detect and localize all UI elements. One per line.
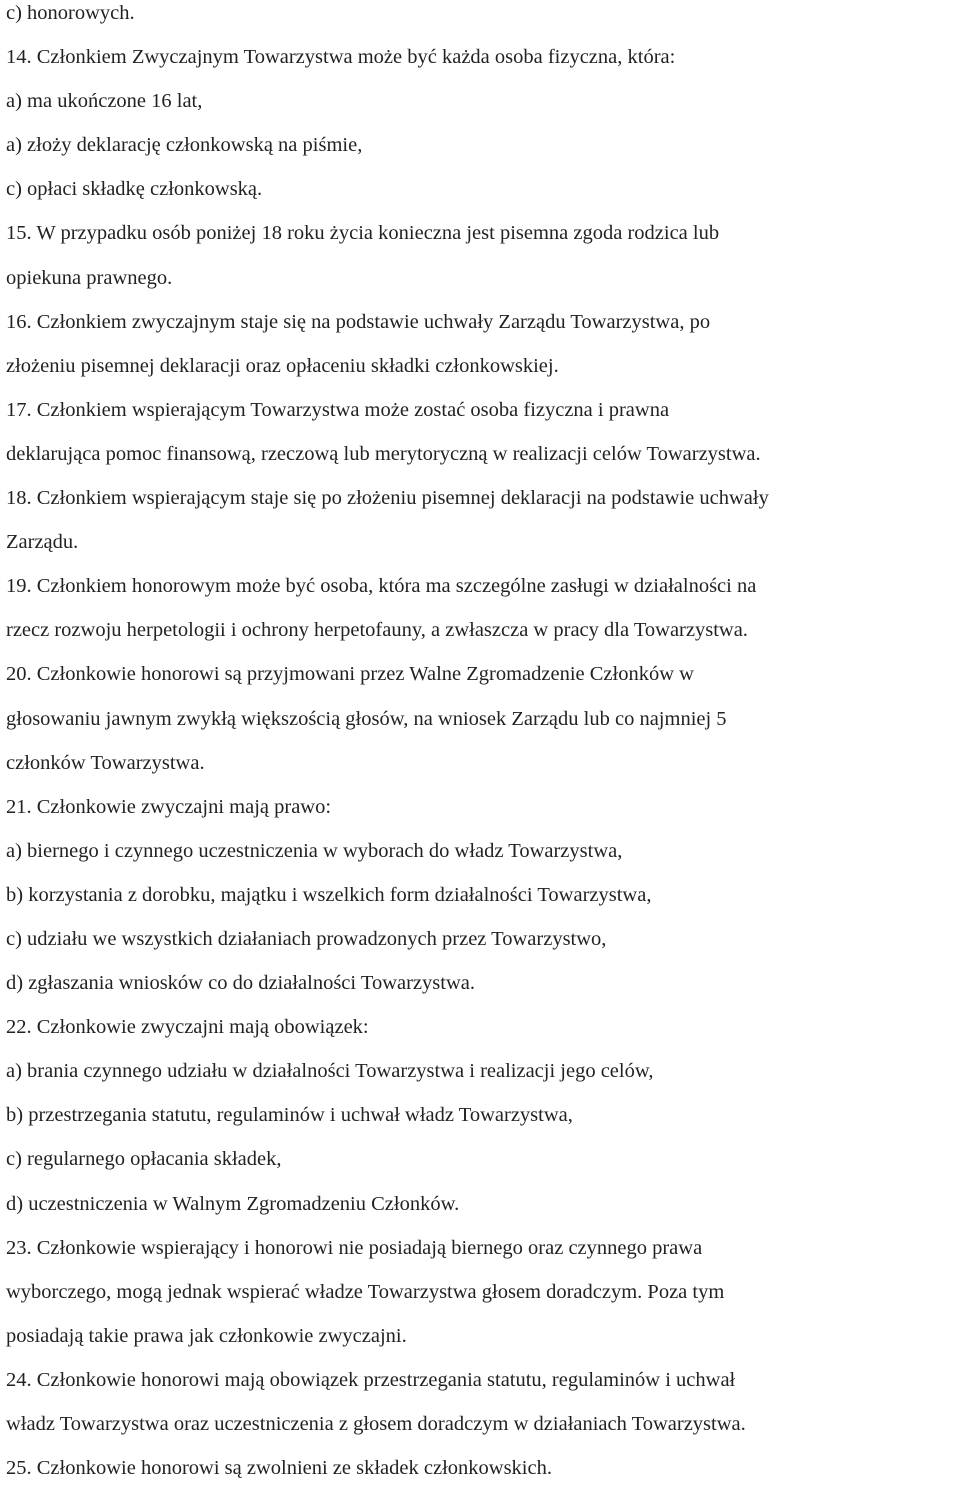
text-line: c) opłaci składkę członkowską.: [6, 178, 263, 201]
text-line: Zarządu.: [6, 531, 79, 554]
text-line: 23. Członkowie wspierający i honorowi nie posiadają biernego oraz czynnego prawa: [6, 1236, 703, 1259]
text-line: rzecz rozwoju herpetologii i ochrony herpetofauny, a zwłaszcza w pracy dla Towarzystwa.: [6, 619, 748, 642]
text-line: b) przestrzegania statutu, regulaminów i uchwał władz Towarzystwa,: [6, 1104, 573, 1127]
text-line: 19. Członkiem honorowym może być osoba, która ma szczególne zasługi w działalności na: [6, 575, 757, 598]
text-line: 18. Członkiem wspierającym staje się po złożeniu pisemnej deklaracji na podstawie uchwały: [6, 487, 769, 510]
text-line: d) zgłaszania wniosków co do działalności Towarzystwa.: [6, 972, 475, 995]
text-line: a) biernego i czynnego uczestniczenia w wyborach do władz Towarzystwa,: [6, 839, 623, 862]
text-line: opiekuna prawnego.: [6, 266, 173, 289]
text-line: członków Towarzystwa.: [6, 751, 205, 774]
document-page: [6, 0, 956, 1490]
text-line: 24. Członkowie honorowi mają obowiązek przestrzegania statutu, regulaminów i uchwał: [6, 1368, 736, 1391]
text-line: 22. Członkowie zwyczajni mają obowiązek:: [6, 1016, 369, 1039]
text-line: złożeniu pisemnej deklaracji oraz opłaceniu składki członkowskiej.: [6, 354, 559, 377]
text-line: a) złoży deklarację członkowską na piśmie,: [6, 134, 363, 157]
text-line: c) honorowych.: [6, 2, 135, 24]
text-line: 14. Członkiem Zwyczajnym Towarzystwa może być każda osoba fizyczna, która:: [6, 46, 676, 69]
text-line: deklarująca pomoc finansową, rzeczową lub merytoryczną w realizacji celów Towarzystwa.: [6, 442, 761, 465]
text-line: b) korzystania z dorobku, majątku i wszelkich form działalności Towarzystwa,: [6, 883, 652, 906]
text-line: a) brania czynnego udziału w działalności Towarzystwa i realizacji jego celów,: [6, 1060, 654, 1083]
text-line: d) uczestniczenia w Walnym Zgromadzeniu Członków.: [6, 1192, 460, 1215]
text-line: c) regularnego opłacania składek,: [6, 1148, 282, 1171]
text-line: 16. Członkiem zwyczajnym staje się na podstawie uchwały Zarządu Towarzystwa, po: [6, 310, 711, 333]
text-line: wyborczego, mogą jednak wspierać władze Towarzystwa głosem doradczym. Poza tym: [6, 1280, 725, 1303]
text-line: 15. W przypadku osób poniżej 18 roku życia konieczna jest pisemna zgoda rodzica lub: [6, 222, 720, 245]
text-line: 17. Członkiem wspierającym Towarzystwa może zostać osoba fizyczna i prawna: [6, 398, 670, 421]
text-line: posiadają takie prawa jak członkowie zwyczajni.: [6, 1324, 407, 1347]
text-line: a) ma ukończone 16 lat,: [6, 90, 203, 113]
text-line: c) udziału we wszystkich działaniach prowadzonych przez Towarzystwo,: [6, 927, 607, 950]
text-line: 25. Członkowie honorowi są zwolnieni ze składek członkowskich.: [6, 1457, 552, 1480]
text-line: 21. Członkowie zwyczajni mają prawo:: [6, 795, 332, 818]
text-line: władz Towarzystwa oraz uczestniczenia z głosem doradczym w działaniach Towarzystwa.: [6, 1413, 746, 1435]
text-line: głosowaniu jawnym zwykłą większością głosów, na wniosek Zarządu lub co najmniej 5: [6, 707, 727, 730]
text-line: 20. Członkowie honorowi są przyjmowani przez Walne Zgromadzenie Członków w: [6, 663, 694, 686]
